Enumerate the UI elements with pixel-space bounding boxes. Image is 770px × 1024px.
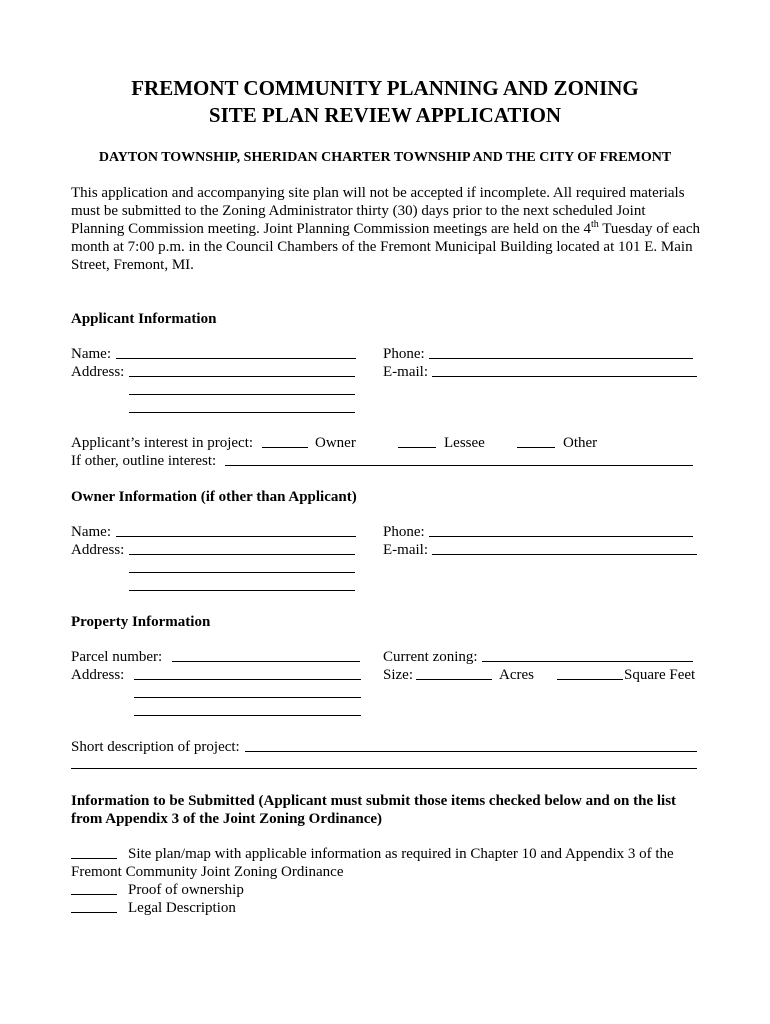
current-zoning-field[interactable]	[482, 661, 693, 662]
submit-heading-line1: Information to be Submitted (Applicant must submit those items checked below and on the list	[71, 793, 677, 809]
proof-ownership-item: Proof of ownership	[128, 882, 244, 898]
owner-name-field[interactable]	[116, 536, 356, 537]
site-plan-item-line2: Fremont Community Joint Zoning Ordinance	[71, 864, 344, 880]
page-title-line2: SITE PLAN REVIEW APPLICATION	[208, 103, 562, 127]
owner-phone-label: Phone:	[383, 524, 425, 540]
property-address-field-3[interactable]	[134, 715, 361, 716]
site-plan-checkbox-blank[interactable]	[71, 858, 117, 859]
other-interest-blank[interactable]	[517, 447, 555, 448]
legal-description-checkbox-blank[interactable]	[71, 912, 117, 913]
owner-address-field-3[interactable]	[129, 590, 355, 591]
legal-description-item: Legal Description	[128, 900, 236, 916]
property-address-field-1[interactable]	[134, 679, 361, 680]
owner-name-label: Name:	[71, 524, 111, 540]
project-description-label: Short description of project:	[71, 739, 240, 755]
owner-email-label: E-mail:	[383, 542, 428, 558]
square-feet-label: Square Feet	[624, 667, 696, 683]
size-acres-field[interactable]	[416, 679, 492, 680]
owner-address-label: Address:	[71, 542, 125, 558]
owner-email-field[interactable]	[432, 554, 697, 555]
applicant-address-field-1[interactable]	[129, 376, 355, 377]
owner-heading: Owner Information (if other than Applicant)	[71, 489, 357, 505]
proof-ownership-checkbox-blank[interactable]	[71, 894, 117, 895]
owner-address-field-2[interactable]	[129, 572, 355, 573]
owner-address-field-1[interactable]	[129, 554, 355, 555]
outline-interest-label: If other, outline interest:	[71, 453, 217, 469]
size-label: Size:	[383, 667, 413, 683]
applicant-heading: Applicant Information	[71, 311, 217, 327]
size-square-feet-field[interactable]	[557, 679, 623, 680]
submit-heading-line2: from Appendix 3 of the Joint Zoning Ordinance)	[71, 811, 383, 827]
applicant-interest-label: Applicant’s interest in project:	[71, 435, 254, 451]
site-plan-item-line1: Site plan/map with applicable information as required in Chapter 10 and Appendix 3 of the	[128, 846, 674, 862]
applicant-name-field[interactable]	[116, 358, 356, 359]
applicant-address-field-2[interactable]	[129, 394, 355, 395]
property-address-field-2[interactable]	[134, 697, 361, 698]
jurisdictions-subtitle: DAYTON TOWNSHIP, SHERIDAN CHARTER TOWNSHIP AND THE CITY OF FREMONT	[98, 150, 672, 165]
applicant-address-field-3[interactable]	[129, 412, 355, 413]
other-option-label: Other	[563, 435, 598, 451]
parcel-number-field[interactable]	[172, 661, 360, 662]
current-zoning-label: Current zoning:	[383, 649, 478, 665]
applicant-address-label: Address:	[71, 364, 125, 380]
applicant-phone-field[interactable]	[429, 358, 693, 359]
owner-interest-blank[interactable]	[262, 447, 308, 448]
project-description-field-1[interactable]	[245, 751, 697, 752]
applicant-name-label: Name:	[71, 346, 111, 362]
lessee-option-label: Lessee	[444, 435, 485, 451]
project-description-field-2[interactable]	[71, 768, 697, 769]
parcel-number-label: Parcel number:	[71, 649, 163, 665]
applicant-phone-label: Phone:	[383, 346, 425, 362]
lessee-interest-blank[interactable]	[398, 447, 436, 448]
applicant-email-field[interactable]	[432, 376, 697, 377]
outline-interest-field[interactable]	[225, 465, 693, 466]
page-title-line1: FREMONT COMMUNITY PLANNING AND ZONING	[131, 76, 639, 100]
applicant-email-label: E-mail:	[383, 364, 428, 380]
owner-option-label: Owner	[315, 435, 356, 451]
acres-label: Acres	[499, 667, 534, 683]
property-address-label: Address:	[71, 667, 125, 683]
intro-paragraph: This application and accompanying site plan will not be accepted if incomplete. All required materials must be submitted to the Zoning Administrator thirty (30) days prior to the next scheduled Joint Planning Commission meeting. Joint Planning Commission meetings are held on the 4th Tuesday of each month at 7:00 p.m. in the Council Chambers of the Fremont Municipal Building located at 101 E. Main Street, Fremont, MI.	[71, 185, 701, 273]
property-heading: Property Information	[71, 614, 211, 630]
owner-phone-field[interactable]	[429, 536, 693, 537]
